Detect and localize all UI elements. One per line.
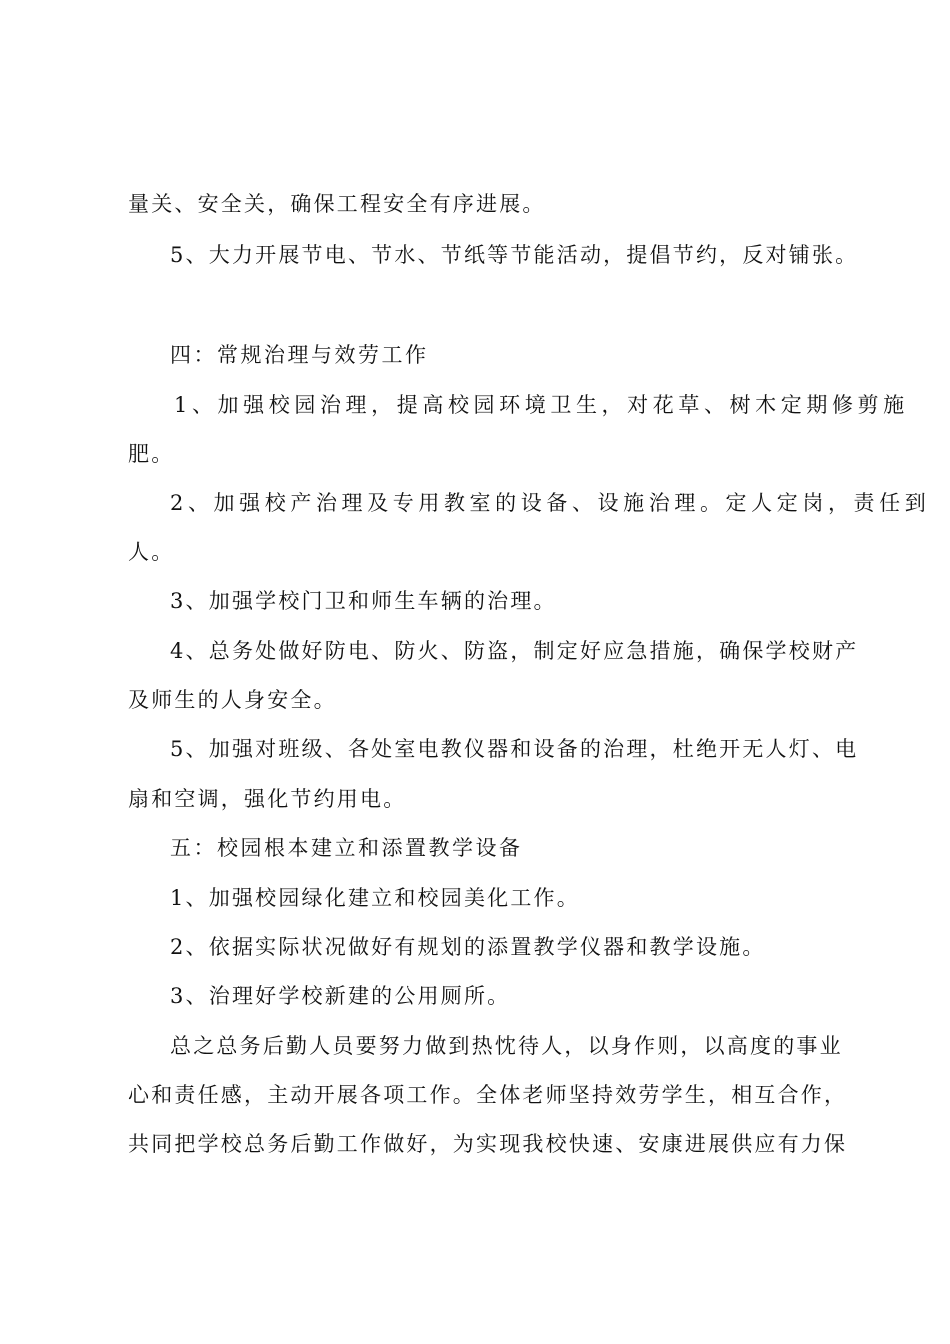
list-item-safety: 4、总务处做好防电、防火、防盗，制定好应急措施，确保学校财产	[170, 639, 859, 663]
list-item-greening: 1、加强校园绿化建立和校园美化工作。	[170, 886, 580, 910]
list-item-gate-vehicles: 3、加强学校门卫和师生车辆的治理。	[170, 589, 557, 613]
paragraph-line: 量关、安全关，确保工程安全有序进展。	[128, 192, 546, 216]
list-item-electrical-equipment: 5、加强对班级、各处室电教仪器和设备的治理，杜绝开无人灯、电	[170, 737, 859, 761]
list-item-energy-saving: 5、大力开展节电、节水、节纸等节能活动，提倡节约，反对铺张。	[170, 243, 859, 267]
list-item-restroom: 3、治理好学校新建的公用厕所。	[170, 984, 511, 1008]
section-heading-routine-management: 四：常规治理与效劳工作	[170, 343, 429, 367]
paragraph-line: 扇和空调，强化节约用电。	[128, 787, 407, 811]
paragraph-line: 及师生的人身安全。	[128, 688, 337, 712]
conclusion-paragraph-line: 总之总务后勤人员要努力做到热忱待人，以身作则，以高度的事业	[170, 1034, 843, 1058]
list-item-property-management: 2、加强校产治理及专用教室的设备、设施治理。定人定岗，责任到	[170, 491, 931, 515]
list-item-teaching-equipment: 2、依据实际状况做好有规划的添置教学仪器和教学设施。	[170, 935, 766, 959]
paragraph-line: 肥。	[128, 442, 175, 466]
section-heading-campus-construction: 五：校园根本建立和添置教学设备	[170, 836, 523, 860]
paragraph-line: 人。	[128, 540, 175, 564]
conclusion-paragraph-line: 共同把学校总务后勤工作做好，为实现我校快速、安康进展供应有力保	[128, 1132, 848, 1156]
conclusion-paragraph-line: 心和责任感，主动开展各项工作。全体老师坚持效劳学生，相互合作，	[128, 1083, 848, 1107]
list-item-campus-management: 1、加强校园治理，提高校园环境卫生，对花草、树木定期修剪施	[174, 393, 909, 417]
